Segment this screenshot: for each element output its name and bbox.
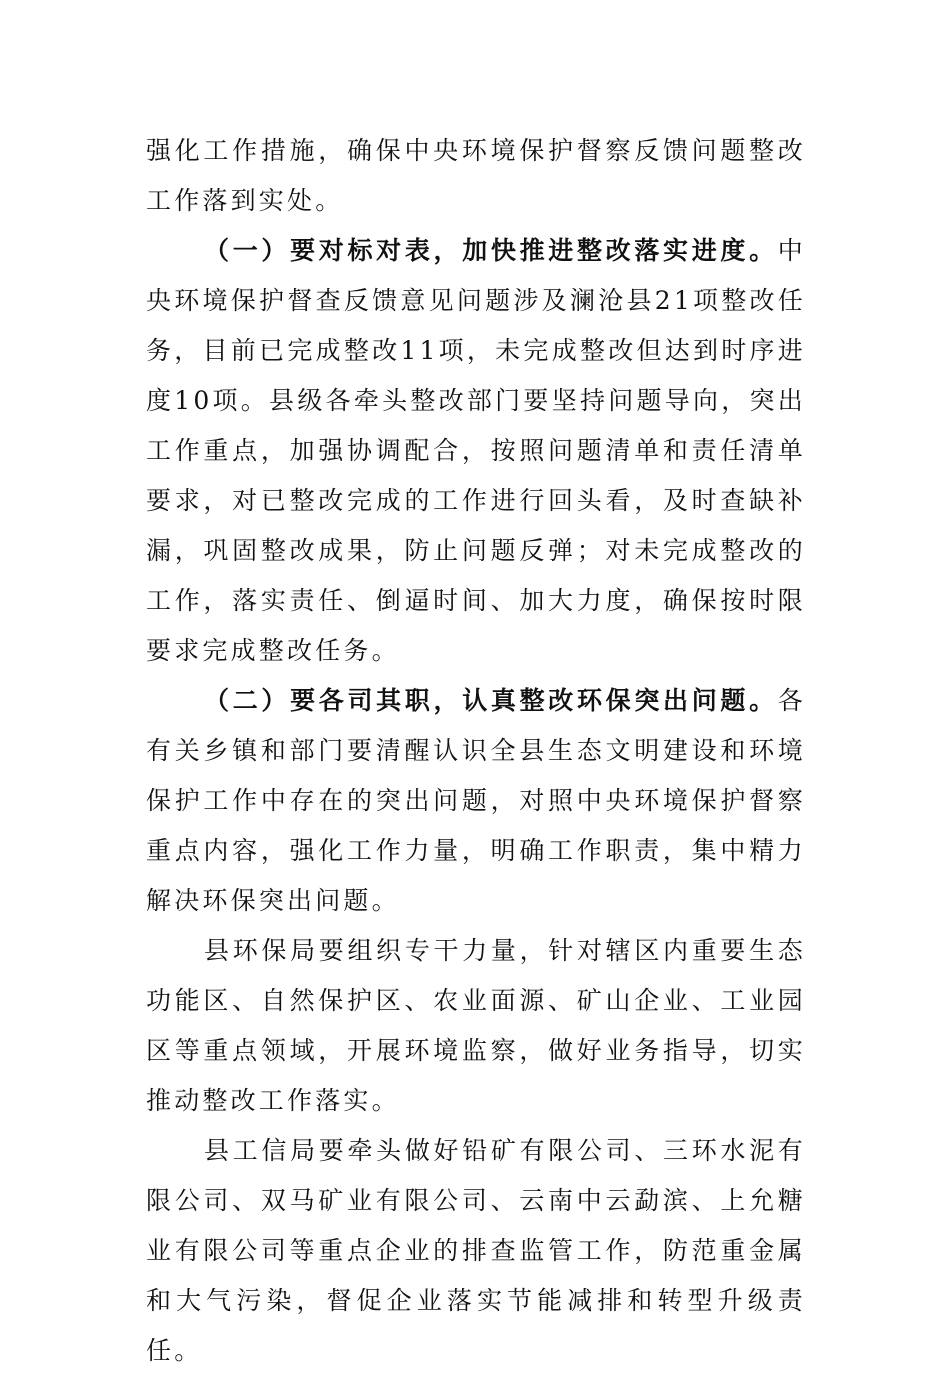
paragraph-text: 县工信局要牵头做好铅矿有限公司、三环水泥有限公司、双马矿业有限公司、云南中云勐滨、上允糖业有限公司等重点企业的排查监管工作，防范重金属和大气污染，督促企业落实节能减排和转型升级责任。 [146,1136,806,1365]
paragraph-section-two [146,676,806,926]
paragraph-environment-bureau [146,926,806,1126]
section-one-heading: （一）要对标对表，加快推进整改落实进度。 [204,236,778,265]
document-body [146,126,806,1376]
paragraph-text: 中央环境保护督查反馈意见问题涉及澜沧县21项整改任务，目前已完成整改11项，未完成整改但达到时序进度10项。县级各牵头整改部门要坚持问题导向，突出工作重点，加强协调配合，按照问题清单和责任清单要求，对已整改完成的工作进行回头看，及时查缺补漏，巩固整改成果，防止问题反弹；对未完成整改的工作，落实责任、倒逼时间、加大力度，确保按时限要求完成整改任务。 [146,236,806,665]
paragraph-text: 各有关乡镇和部门要清醒认识全县生态文明建设和环境保护工作中存在的突出问题，对照中央环境保护督察重点内容，强化工作力量，明确工作职责，集中精力解决环保突出问题。 [146,686,806,915]
section-two-heading: （二）要各司其职，认真整改环保突出问题。 [204,686,778,715]
paragraph-industry-bureau [146,1126,806,1376]
paragraph-section-one [146,226,806,676]
paragraph-text: 县环保局要组织专干力量，针对辖区内重要生态功能区、自然保护区、农业面源、矿山企业、工业园区等重点领域，开展环境监察，做好业务指导，切实推动整改工作落实。 [146,936,806,1115]
paragraph-continuation [146,126,806,226]
paragraph-text: 强化工作措施，确保中央环境保护督察反馈问题整改工作落到实处。 [146,136,806,215]
